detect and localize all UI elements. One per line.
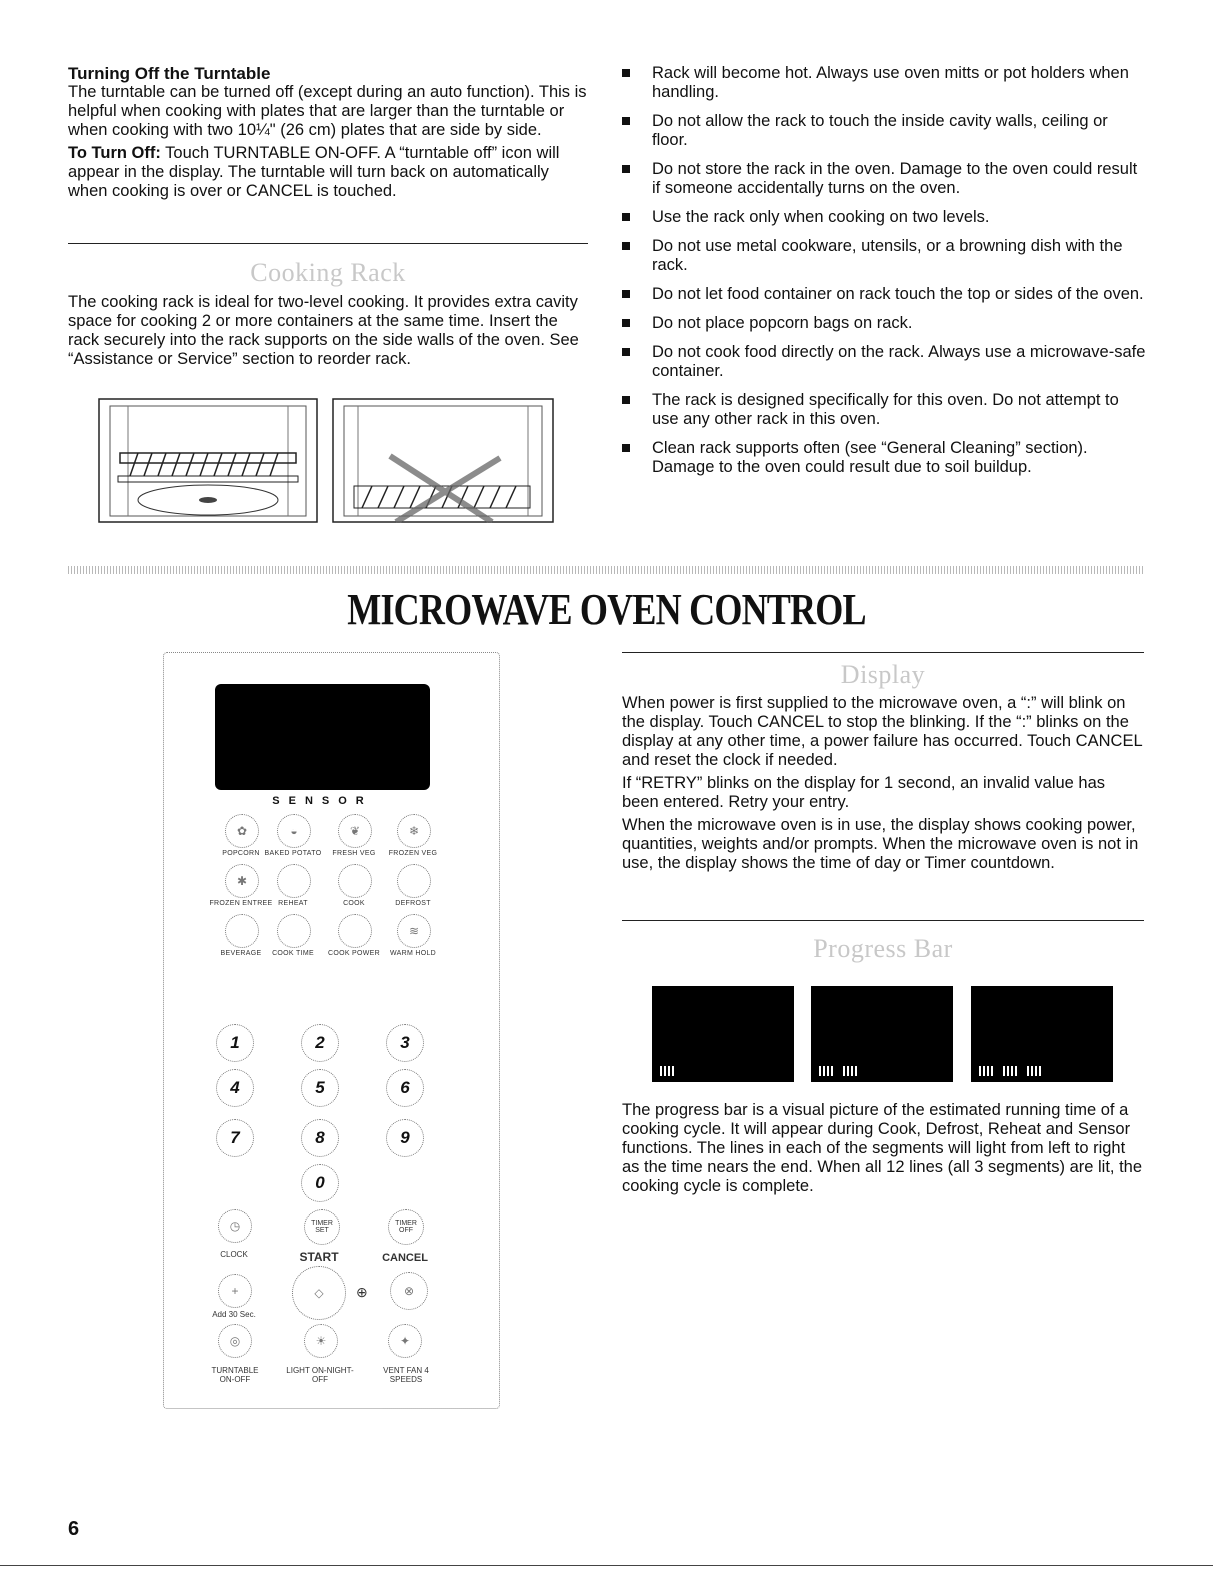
turntable-button[interactable]: ◎ [218, 1324, 252, 1358]
sensor-label: SENSOR [272, 795, 373, 807]
progress-line [1003, 1066, 1005, 1076]
progress-bar-paragraph: The progress bar is a visual picture of the estimated running time of a cooking cycle. It will appear during Cook, Defrost, Reheat and Sensor functions. The lines in each of the segments will light from left to right as the time nears the end. When all 12 lines (all 3 segments) are lit, the cooking cycle is complete. [622, 1101, 1143, 1195]
progress-line [991, 1066, 993, 1076]
digit-1-button[interactable]: 1 [216, 1024, 254, 1062]
progress-line [716, 1066, 718, 1076]
progress-line [819, 1066, 821, 1076]
progress-line [979, 1066, 981, 1076]
turntable-label: TURNTABLE ON-OFF [211, 1366, 259, 1384]
section-separator [68, 566, 1144, 574]
progress-line [672, 1066, 674, 1076]
segment-gap [859, 1066, 865, 1076]
segment-gap [835, 1066, 841, 1076]
timer-set-label: TIMER SET [311, 1220, 333, 1234]
turn-off-text: Touch TURNTABLE ON-OFF. A “turntable off” icon will appear in the display. The turntable will turn back on automatically when cooking is over or CANCEL is touched. [68, 144, 560, 200]
progress-bar-heading: Progress Bar [813, 934, 953, 963]
timer-off-label: TIMER OFF [395, 1220, 417, 1234]
defrost-button[interactable] [397, 864, 431, 898]
progress-line [712, 1066, 714, 1076]
list-item: The rack is designed specifically for this oven. Do not attempt to use any other rack in this oven. [618, 391, 1146, 429]
display-paragraph-2: If “RETRY” blinks on the display for 1 second, an invalid value has been entered. Retry your entry. [622, 774, 1106, 811]
segment-gap [995, 1066, 1001, 1076]
list-item: Do not cook food directly on the rack. Always use a microwave-safe container. [618, 343, 1146, 381]
page-number: 6 [68, 1518, 80, 1540]
progress-line [708, 1066, 710, 1076]
digit-7-button[interactable]: 7 [216, 1119, 254, 1157]
list-item: Clean rack supports often (see “General Cleaning” section). Damage to the oven could result due to soil buildup. [618, 439, 1146, 477]
progress-line [823, 1066, 825, 1076]
digit-6-button[interactable]: 6 [386, 1069, 424, 1107]
display-paragraph-3: When the microwave oven is in use, the display shows cooking power, quantities, weights and/or prompts. When the microwave oven is not in use, the display shows the time of day or Timer countdown. [622, 816, 1139, 872]
progress-bar-example-1 [652, 986, 794, 1082]
cancel-label: CANCEL [382, 1252, 428, 1264]
progress-line [664, 1066, 666, 1076]
light-label: LIGHT ON-NIGHT-OFF [286, 1366, 354, 1384]
beverage-button[interactable] [225, 914, 259, 948]
add-30-sec-label: Add 30 Sec. [212, 1310, 256, 1319]
cook-label: COOK [343, 900, 365, 907]
turntable-off-paragraph [68, 144, 588, 201]
progress-line [1027, 1066, 1029, 1076]
digit-0-button[interactable]: 0 [301, 1164, 339, 1202]
vent-fan-label: VENT FAN 4 SPEEDS [383, 1366, 429, 1384]
divider-rule [622, 652, 1144, 653]
list-item: Do not allow the rack to touch the inside cavity walls, ceiling or floor. [618, 112, 1146, 150]
progress-line [660, 1066, 662, 1076]
baked-potato-label: BAKED POTATO [264, 850, 322, 857]
divider-rule [68, 243, 588, 244]
rack-incorrect-illustration [332, 398, 554, 523]
display-paragraph-1: When power is first supplied to the microwave oven, a “:” will blink on the display. Touch CANCEL to stop the blinking. If the “:” blinks on the display at any other time, a power failure has occurred. Touch CANCEL and reset the clock if needed. [622, 694, 1143, 769]
list-item: Do not use metal cookware, utensils, or a browning dish with the rack. [618, 237, 1146, 275]
cook-time-button[interactable] [277, 914, 311, 948]
progress-bar-example-2 [811, 986, 953, 1082]
cancel-button[interactable]: ⊗ [390, 1272, 428, 1310]
progress-line [696, 1066, 698, 1076]
cooking-rack-paragraph: The cooking rack is ideal for two-level cooking. It provides extra cavity space for cooking 2 or more containers at the same time. Insert the rack securely into the rack supports on the side walls of the oven. See “Assistance or Service” section to reorder rack. [68, 293, 579, 368]
defrost-label: DEFROST [395, 900, 431, 907]
digit-2-button[interactable]: 2 [301, 1024, 339, 1062]
reheat-label: REHEAT [278, 900, 308, 907]
start-label: START [299, 1250, 339, 1264]
turn-off-label: To Turn Off: [68, 144, 161, 162]
popcorn-label: POPCORN [222, 850, 260, 857]
segment-gap [700, 1066, 706, 1076]
reheat-button[interactable] [277, 864, 311, 898]
frozen-entree-button[interactable]: ✱ [225, 864, 259, 898]
progress-line [875, 1066, 877, 1076]
turntable-heading: Turning Off the Turntable [68, 64, 271, 83]
fresh-veg-button[interactable]: ❦ [338, 814, 372, 848]
popcorn-button[interactable]: ✿ [225, 814, 259, 848]
list-item: Do not place popcorn bags on rack. [618, 314, 1146, 333]
progress-line [851, 1066, 853, 1076]
digit-3-button[interactable]: 3 [386, 1024, 424, 1062]
progress-line [688, 1066, 690, 1076]
progress-line [867, 1066, 869, 1076]
progress-line [847, 1066, 849, 1076]
divider-rule [622, 920, 1144, 921]
turntable-section [68, 64, 588, 205]
timer-off-button[interactable] [388, 1209, 424, 1245]
progress-line [684, 1066, 686, 1076]
fresh-veg-label: FRESH VEG [332, 850, 376, 857]
progress-line [987, 1066, 989, 1076]
segment-gap [676, 1066, 682, 1076]
clock-button[interactable]: ◷ [218, 1209, 252, 1243]
progress-line [668, 1066, 670, 1076]
footer-rule [0, 1565, 1213, 1566]
progress-line [879, 1066, 881, 1076]
turntable-paragraph: The turntable can be turned off (except during an auto function). This is helpful when cooking with plates that are larger than the turntable or when cooking with two 10¼" (26 cm) plates that are side by side. [68, 83, 587, 139]
cooking-rack-heading: Cooking Rack [250, 258, 406, 287]
warm-hold-label: WARM HOLD [390, 950, 436, 957]
progress-line [827, 1066, 829, 1076]
list-item: Do not let food container on rack touch the top or sides of the oven. [618, 285, 1146, 304]
frozen-veg-button[interactable]: ❄ [397, 814, 431, 848]
list-item: Rack will become hot. Always use oven mitts or pot holders when handling. [618, 64, 1146, 102]
beverage-label: BEVERAGE [220, 950, 262, 957]
progress-line [1011, 1066, 1013, 1076]
progress-ticks [660, 1066, 722, 1076]
baked-potato-button[interactable]: ◒ [277, 814, 311, 848]
progress-line [855, 1066, 857, 1076]
segment-gap [1019, 1066, 1025, 1076]
warm-hold-button[interactable]: ≋ [397, 914, 431, 948]
progress-line [983, 1066, 985, 1076]
progress-line [871, 1066, 873, 1076]
progress-ticks [979, 1066, 1041, 1076]
digit-4-button[interactable]: 4 [216, 1069, 254, 1107]
list-item: Use the rack only when cooking on two levels. [618, 208, 1146, 227]
progress-line [1031, 1066, 1033, 1076]
cook-button[interactable] [338, 864, 372, 898]
clock-label: CLOCK [220, 1250, 248, 1259]
progress-line [843, 1066, 845, 1076]
timer-set-button[interactable] [304, 1209, 340, 1245]
progress-bar-example-3 [971, 986, 1113, 1082]
cook-power-button[interactable] [338, 914, 372, 948]
digit-5-button[interactable]: 5 [301, 1069, 339, 1107]
display-screen [215, 684, 430, 790]
start-button[interactable]: ◇ [292, 1266, 346, 1320]
add-30-sec-button[interactable]: + [218, 1274, 252, 1308]
display-heading: Display [840, 660, 926, 689]
frozen-veg-label: FROZEN VEG [388, 850, 438, 857]
cook-power-label: COOK POWER [327, 950, 380, 957]
vent-fan-button[interactable]: ✦ [388, 1324, 422, 1358]
progress-line [1007, 1066, 1009, 1076]
rack-safety-list [618, 64, 1146, 487]
progress-line [692, 1066, 694, 1076]
light-button[interactable]: ☀ [304, 1324, 338, 1358]
list-item: Do not store the rack in the oven. Damage to the oven could result if someone accidentally turns on the oven. [618, 160, 1146, 198]
page-title: MICROWAVE OVEN CONTROL [347, 585, 866, 634]
progress-line [1015, 1066, 1017, 1076]
cook-time-label: COOK TIME [272, 950, 314, 957]
progress-line [1039, 1066, 1041, 1076]
rack-correct-illustration [98, 398, 318, 523]
progress-line [1035, 1066, 1037, 1076]
progress-line [720, 1066, 722, 1076]
progress-ticks [819, 1066, 881, 1076]
display-section [622, 694, 1144, 877]
progress-line [831, 1066, 833, 1076]
digit-8-button[interactable]: 8 [301, 1119, 339, 1157]
digit-9-button[interactable]: 9 [386, 1119, 424, 1157]
lock-icon: ⊕ [356, 1284, 368, 1300]
frozen-entree-label: FROZEN ENTREE [209, 900, 273, 907]
